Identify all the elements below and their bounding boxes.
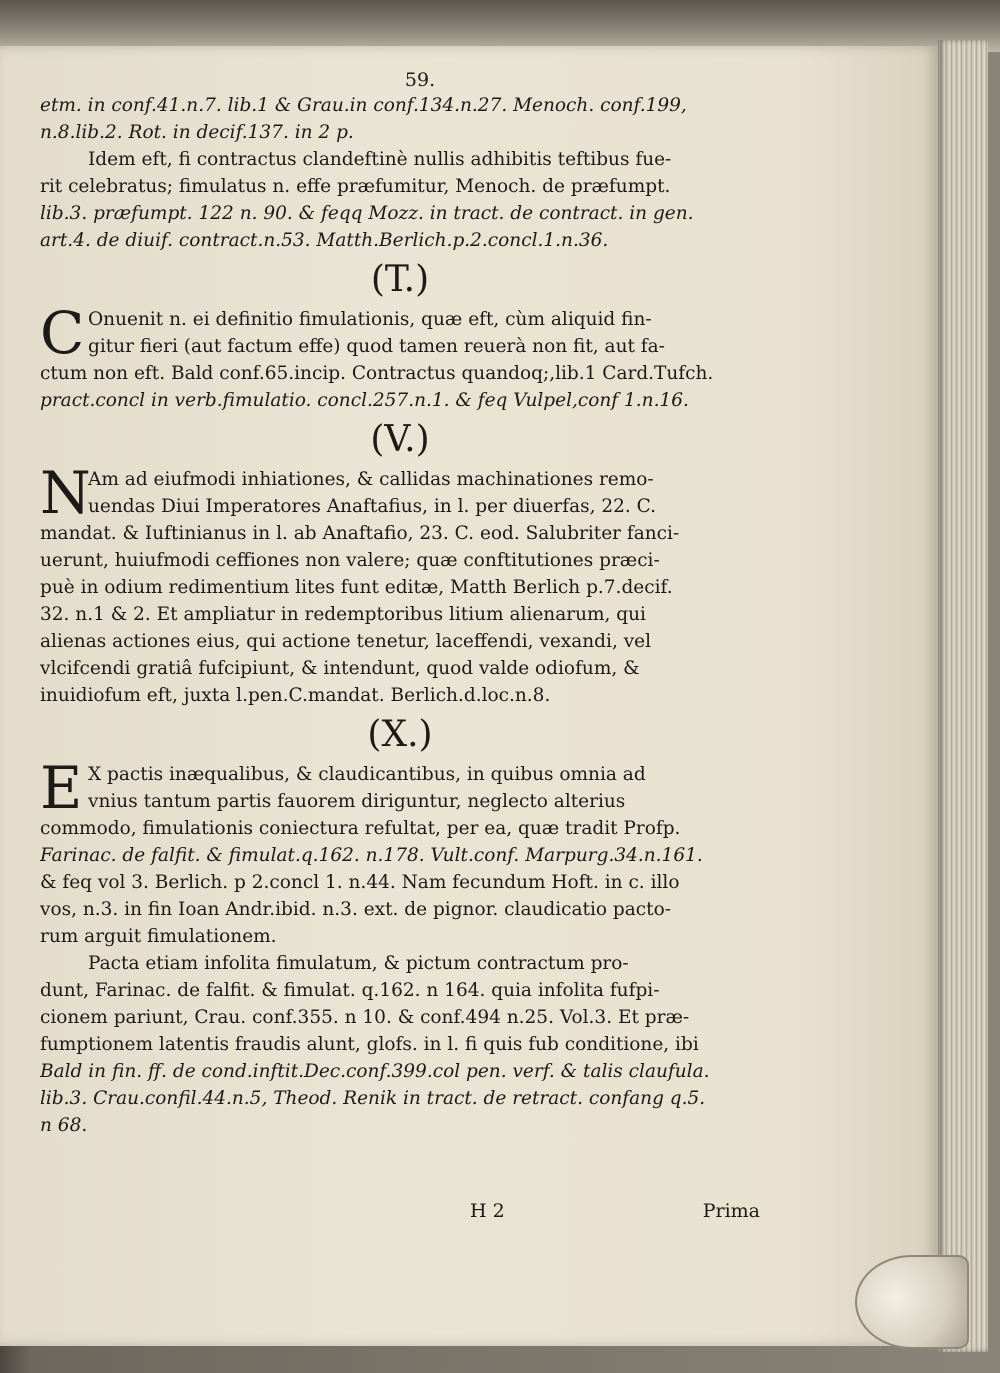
section-paragraph [40, 459, 760, 709]
text-line: etm. in conf.41.n.7. lib.1 & Grau.in conf.134.n.27. Menoch. conf.199, [40, 95, 687, 116]
book-top-edge [0, 0, 1000, 52]
text-line: gitur fieri (aut factum effe) quod tamen reuerà non fit, aut fa- [88, 336, 665, 357]
catchword: Prima [702, 1200, 760, 1222]
section-paragraph [40, 299, 760, 414]
page-number: 59. [404, 69, 436, 91]
intro-paragraph [40, 92, 760, 254]
text-line: lib.3. Crau.confil.44.n.5, Theod. Renik in tract. de retract. confang q.5. [40, 1088, 706, 1109]
text-line: rum arguit fimulationem. [40, 926, 277, 947]
text-line: art.4. de diuif. contract.n.53. Matth.Berlich.p.2.concl.1.n.36. [40, 230, 609, 251]
text-line: n.8.lib.2. Rot. in decif.137. in 2 p. [40, 122, 354, 143]
drop-cap: N [40, 459, 91, 527]
text-line: Idem eft, fi contractus clandeftinè nullis adhibitis teftibus fue- [88, 149, 672, 170]
text-line: uendas Diui Imperatores Anaftafius, in l. per diuerfas, 22. C. [88, 496, 657, 517]
text-line: vnius tantum partis fauorem diriguntur, neglecto alterius [88, 791, 626, 812]
page-stack-edge [938, 40, 988, 1352]
text-line: vlcifcendi gratiâ fufcipiunt, & intendunt, quod valde odiofum, & [40, 658, 640, 679]
page-footer [40, 1200, 760, 1230]
drop-cap: C [40, 299, 85, 367]
drop-cap: E [40, 754, 83, 822]
text-line: rit celebratus; fimulatus n. effe præfumitur, Menoch. de præfumpt. [40, 176, 671, 197]
text-line: Farinac. de falfit. & fimulat.q.162. n.178. Vult.conf. Marpurg.34.n.161. [40, 845, 703, 866]
text-line: lib.3. præfumpt. 122 n. 90. & feqq Mozz. in tract. de contract. in gen. [40, 203, 694, 224]
text-line: n 68. [40, 1115, 88, 1136]
text-line: 32. n.1 & 2. Et ampliatur in redemptoribus litium alienarum, qui [40, 604, 646, 625]
text-line: inuidiofum eft, juxta l.pen.C.mandat. Berlich.d.loc.n.8. [40, 685, 551, 706]
text-line: fumptionem latentis fraudis alunt, glofs. in l. fi quis fub conditione, ibi [40, 1034, 699, 1055]
section-heading: (X.) [367, 714, 433, 755]
text-line: pract.concl in verb.fimulatio. concl.257.n.1. & feq Vulpel,conf 1.n.16. [40, 390, 689, 411]
text-line: Am ad eiufmodi inhiationes, & callidas machinationes remo- [88, 469, 654, 490]
text-line: commodo, fimulationis coniectura refultat, per ea, quæ tradit Profp. [40, 818, 681, 839]
text-line: cionem pariunt, Crau. conf.355. n 10. & conf.494 n.25. Vol.3. Et præ- [40, 1007, 690, 1028]
text-line: ctum non eft. Bald conf.65.incip. Contractus quandoq;,lib.1 Card.Tufch. [40, 363, 714, 384]
text-line: X pactis inæqualibus, & claudicantibus, in quibus omnia ad [88, 764, 646, 785]
text-line: & feq vol 3. Berlich. p 2.concl 1. n.44. Nam fecundum Hoft. in c. illo [40, 872, 680, 893]
section-heading: (V.) [370, 419, 430, 460]
text-line: vos, n.3. in fin Ioan Andr.ibid. n.3. ext. de pignor. claudicatio pacto- [40, 899, 671, 920]
section-heading: (T.) [370, 259, 430, 300]
text-line: dunt, Farinac. de falfit. & fimulat. q.162. n 164. quia infolita fufpi- [40, 980, 660, 1001]
text-line: mandat. & Iuftinianus in l. ab Anaftafio, 23. C. eod. Salubriter fanci- [40, 523, 680, 544]
text-line: Pacta etiam infolita fimulatum, & pictum contractum pro- [88, 953, 629, 974]
text-line: Onuenit n. ei definitio fimulationis, quæ eft, cùm aliquid fin- [88, 309, 652, 330]
text-line: puè in odium redimentium lites funt editæ, Matth Berlich p.7.decif. [40, 577, 673, 598]
text-line: Bald in fin. ff. de cond.inftit.Dec.conf.399.col pen. verf. & talis claufula. [40, 1061, 710, 1082]
section-paragraph [40, 754, 760, 1139]
text-line: alienas actiones eius, qui actione tenetur, laceffendi, vexandi, vel [40, 631, 652, 652]
text-line: uerunt, huiufmodi ceffiones non valere; quæ conftitutiones præci- [40, 550, 660, 571]
signature-mark: H 2 [470, 1200, 505, 1222]
page-text [40, 68, 760, 1139]
page-curl-corner[interactable] [855, 1255, 969, 1349]
